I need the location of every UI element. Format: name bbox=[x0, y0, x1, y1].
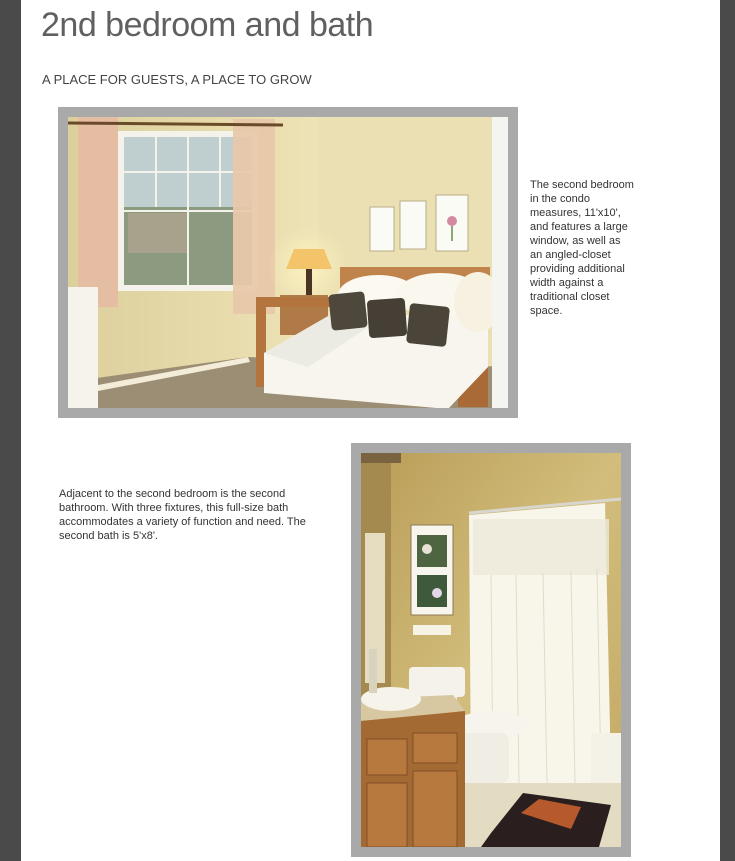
bedroom-caption: The second bedroom in the condo measures, 11'x10', and features a large window, as well as an angled-closet providing additional width against a traditional closet space. bbox=[530, 179, 634, 317]
bedroom-photo-frame bbox=[58, 107, 518, 418]
bathroom-photo-frame bbox=[351, 443, 631, 857]
bathroom-illustration bbox=[361, 453, 621, 847]
bedroom-photo bbox=[68, 117, 508, 408]
bathroom-photo bbox=[361, 453, 621, 847]
bedroom-illustration bbox=[68, 117, 508, 408]
bathroom-caption: Adjacent to the second bedroom is the second bathroom. With three fixtures, this full-size bath accommodates a variety of function and need. The second bath is 5'x8'. bbox=[59, 488, 306, 542]
document-page bbox=[21, 0, 720, 861]
page-subtitle: A PLACE FOR GUESTS, A PLACE TO GROW bbox=[42, 72, 312, 87]
page-title: 2nd bedroom and bath bbox=[41, 6, 374, 44]
